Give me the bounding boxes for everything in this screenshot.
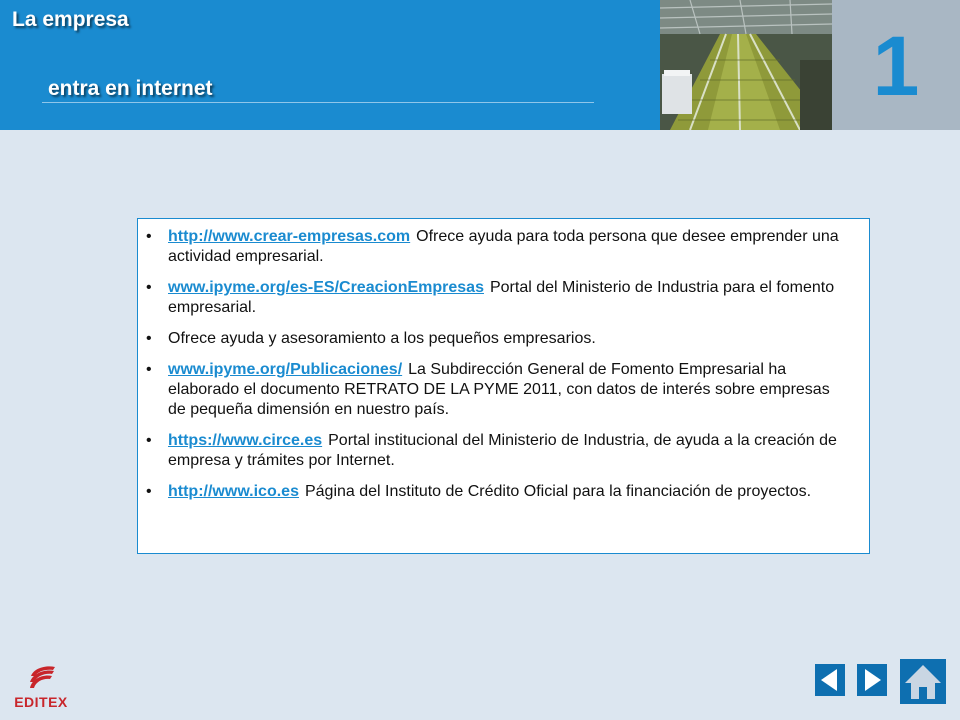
list-item — [146, 278, 851, 318]
bullet-icon: • — [146, 228, 152, 245]
header-banner — [0, 0, 960, 130]
conveyor-photo-image — [660, 0, 832, 130]
bullet-icon: • — [146, 483, 152, 500]
house-icon — [900, 659, 946, 704]
home-button[interactable] — [900, 659, 946, 704]
bullet-icon: • — [146, 361, 152, 378]
previous-slide-button[interactable] — [815, 664, 845, 696]
editex-logo — [8, 664, 74, 712]
resource-link[interactable]: https://www.circe.es — [168, 432, 323, 449]
header-photo-packing-line — [660, 0, 832, 130]
resource-link[interactable]: http://www.crear-empresas.com — [168, 228, 411, 245]
chapter-number: 1 — [872, 19, 920, 113]
bullet-icon: • — [146, 279, 152, 296]
list-item — [146, 482, 851, 502]
triangle-right-icon — [857, 664, 887, 696]
resource-description: Página del Instituto de Crédito Oficial para la financiación de proyectos. — [304, 483, 812, 500]
next-slide-button[interactable] — [857, 664, 887, 696]
bullet-icon: • — [146, 330, 152, 347]
resource-description: Ofrece ayuda y asesoramiento a los pequeños empresarios. — [168, 330, 596, 347]
resource-description: Portal institucional del Ministerio de Industria, de ayuda a la creación de empresa y trámites por Internet. — [168, 432, 837, 469]
list-item — [146, 431, 851, 471]
editex-logo-icon — [8, 664, 74, 694]
resource-description: Portal del Ministerio de Industria para el fomento empresarial. — [168, 279, 835, 316]
bullet-icon: • — [146, 432, 152, 449]
triangle-left-icon — [815, 664, 845, 696]
chapter-indicator — [832, 0, 960, 130]
header-divider — [42, 102, 594, 103]
page-title: La empresa — [12, 8, 129, 31]
resource-link[interactable]: www.ipyme.org/es-ES/CreacionEmpresas — [168, 279, 484, 296]
list-item — [146, 360, 851, 420]
resource-link[interactable]: www.ipyme.org/Publicaciones/ — [168, 361, 403, 378]
list-item — [146, 329, 851, 349]
resource-description: Ofrece ayuda para toda persona que desee emprender una actividad empresarial. — [168, 228, 839, 265]
resource-link[interactable]: http://www.ico.es — [168, 483, 299, 500]
links-panel — [137, 218, 870, 554]
list-item — [146, 227, 851, 267]
resource-description: La Subdirección General de Fomento Empresarial ha elaborado el documento RETRATO DE LA PYME 2011, con datos de interés sobre empresas de pequeña dimensión en nuestro país. — [168, 361, 830, 418]
resource-list — [146, 227, 851, 502]
logo-wordmark: EDITEX — [14, 694, 68, 710]
page-subtitle: entra en internet — [48, 77, 213, 100]
